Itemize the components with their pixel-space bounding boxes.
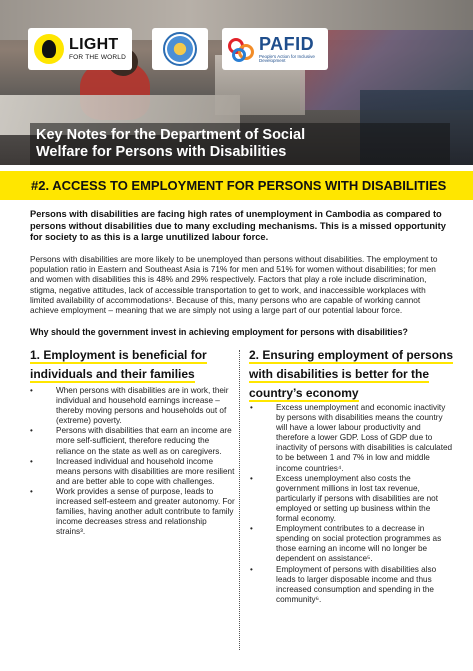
page-title-line1: Key Notes for the Department of Social — [36, 127, 306, 143]
page-title-line2: Welfare for Persons with Disabilities — [36, 144, 287, 160]
page-title — [30, 123, 450, 165]
partner-emblem-logo — [152, 28, 208, 70]
list-item: • Persons with disabilities that earn an income are more self-sufficient, therefore reducing the reliance on the state as well as on caregivers. — [30, 426, 238, 456]
list-item: • Work provides a sense of purpose, leads to increased self-esteem and greater autonomy. For families, having another adult contribute to family income decreases stress and relationship strains³. — [30, 487, 238, 537]
list-item: • Excess unemployment and economic inactivity by persons with disabilities means the country will have a lower labour productivity and therefore a lower GDP. Loss of GDP due to inactivity of persons with disabilities is calculated to be between 1 and 7% in low and middle income countries⁴. — [250, 403, 454, 474]
left-bullet-list — [30, 386, 238, 537]
right-heading-line2: with disabilities is better for the — [249, 367, 430, 381]
left-heading-line2: individuals and their families — [30, 367, 195, 381]
section-banner: #2. ACCESS TO EMPLOYMENT FOR PERSONS WITH DISABILITIES — [0, 171, 473, 200]
right-bullet-list — [250, 403, 454, 605]
right-heading-line3: country’s economy — [249, 386, 359, 400]
question-heading: Why should the government invest in achieving employment for persons with disabilities? — [30, 327, 408, 337]
light-sun-icon — [34, 34, 64, 64]
list-item: • Employment contributes to a decrease in spending on social protection programmes as those earning an income will no longer be dependent on assistance⁵. — [250, 524, 454, 564]
right-heading-line1: 2. Ensuring employment of persons — [249, 348, 454, 362]
pafid-rings-icon — [226, 34, 256, 64]
intro-body: Persons with disabilities are more likely to be unemployed than persons without disabilities. The employment to population ratio in Eastern and Southeast Asia is 71% for men and 51% for women without disabilities; for men and women with disabilities this is 48% and 29% respectively. Factors that play a role include discrimination, stigma, negative attitudes, lack of accessible transportation to get to work, and inaccessible workplaces with limited availability of accommodations¹. Because of this, many persons who are capable of working cannot achieve employment – meaning that we are simply not using a large part of our potential labour force. — [30, 254, 438, 316]
column-divider — [239, 350, 240, 650]
list-item: • When persons with disabilities are in work, their individual and household earnings increase – thereby moving persons and households out of (extreme) poverty. — [30, 386, 238, 426]
left-heading-line1: 1. Employment is beneficial for — [30, 348, 207, 362]
list-item: • Increased individual and household income means persons with disabilities are more resilient and are better able to cope with challenges. — [30, 457, 238, 487]
pafid-logo-name: PAFID — [259, 33, 315, 54]
light-logo-tagline: FOR THE WORLD — [69, 53, 127, 61]
light-for-the-world-logo — [28, 28, 132, 70]
left-column-heading — [30, 346, 235, 384]
right-column-heading — [249, 346, 454, 403]
emblem-icon — [163, 32, 197, 66]
light-logo-name: LIGHT — [69, 35, 119, 53]
pafid-logo — [222, 28, 328, 70]
list-item: • Excess unemployment also costs the government millions in lost tax revenue, particularly if persons with disabilities are not employed or setting up business within the formal economy. — [250, 474, 454, 524]
list-item: • Employment of persons with disabilities also leads to larger disposable income and thus increased consumption and spending in the community⁶. — [250, 565, 454, 605]
pafid-logo-tagline: People's Action for Inclusive Development — [259, 53, 315, 63]
intro-summary: Persons with disabilities are facing high rates of unemployment in Cambodia as compared to persons without disabilities due to many excluding mechanisms. This is a missed opportunity for society to as this is a large unutilized labour force. — [30, 209, 446, 242]
